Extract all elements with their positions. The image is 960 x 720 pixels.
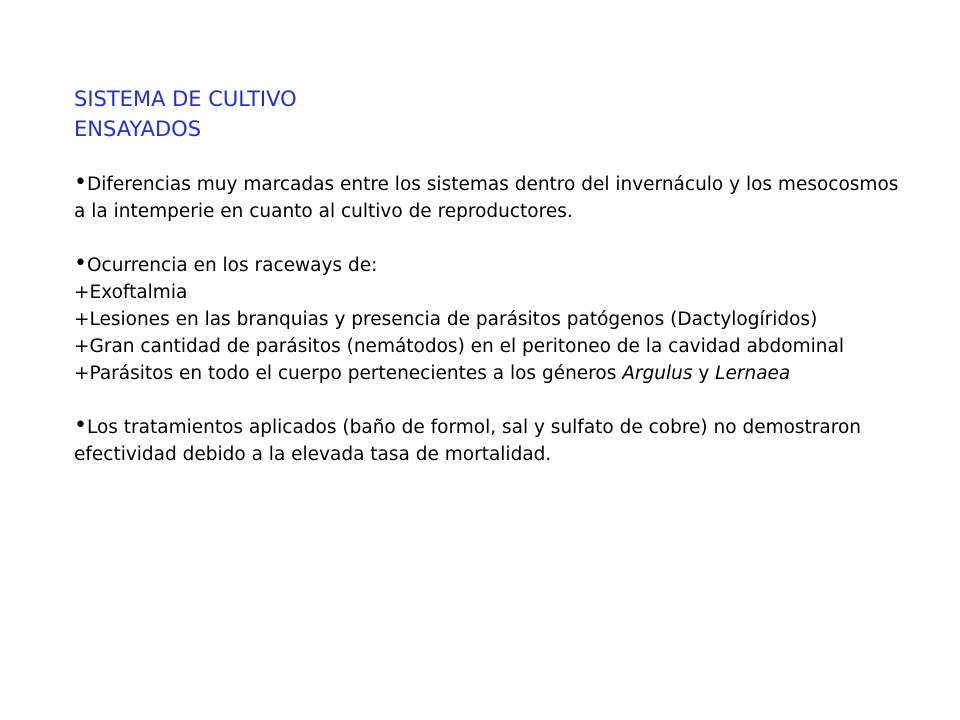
bullet-intro-2: Ocurrencia en los raceways de:: [86, 255, 378, 276]
genus-lernaea: Lernaea: [715, 363, 791, 384]
bullet-paragraph-3: [74, 414, 904, 468]
bullet-icon: •: [74, 170, 87, 195]
genus-connector: y: [692, 363, 716, 384]
spacer: [74, 144, 904, 171]
spacer: [74, 387, 904, 414]
slide-content: [74, 84, 904, 468]
bullet-paragraph-2: [74, 252, 904, 279]
list-item-lesiones: +Lesiones en las branquias y presencia de parásitos patógenos (Dactylogíridos): [74, 309, 818, 330]
spacer: [74, 225, 904, 252]
slide-title-line-2: ENSAYADOS: [74, 117, 202, 141]
list-item-prefix: +Parásitos en todo el cuerpo pertenecientes a los géneros: [74, 363, 623, 384]
list-item-exoftalmia: +Exoftalmia: [74, 282, 188, 303]
genus-argulus: Argulus: [622, 363, 693, 384]
bullet-text-3: Los tratamientos aplicados (baño de formol, sal y sulfato de cobre) no demostraron efectividad debido a la elevada tasa de mortalidad.: [74, 417, 861, 465]
list-item-parasitos-nematodos: +Gran cantidad de parásitos (nemátodos) en el peritoneo de la cavidad abdominal: [74, 336, 844, 357]
list-item-parasitos-generos: [74, 360, 904, 387]
bullet-paragraph-1: [74, 171, 904, 225]
bullet-icon: •: [74, 251, 87, 276]
slide-body: [74, 171, 904, 468]
bullet-icon: •: [74, 413, 87, 438]
slide-title-line-1: SISTEMA DE CULTIVO: [74, 87, 297, 111]
bullet-text-1: Diferencias muy marcadas entre los sistemas dentro del invernáculo y los mesocosmos a la intemperie en cuanto al cultivo de reproductores.: [74, 174, 899, 222]
